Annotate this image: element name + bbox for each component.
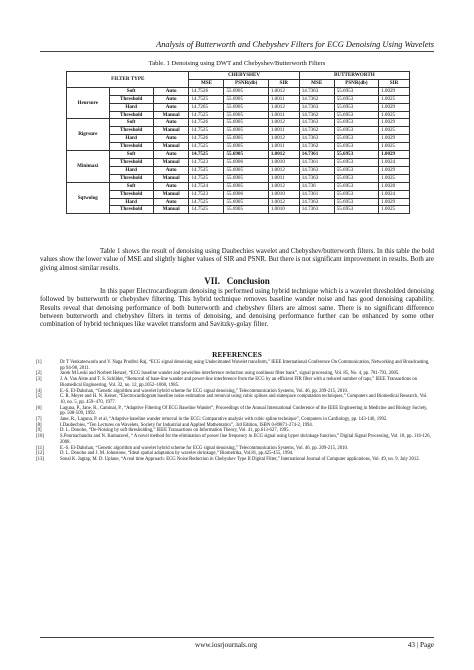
- value-cell: 14.7361: [299, 190, 334, 198]
- table-row: [67, 95, 410, 103]
- value-cell: 1.0024: [379, 190, 410, 198]
- mode-cell: Auto: [153, 182, 189, 190]
- mode-cell: Manual: [153, 111, 189, 119]
- mode-cell: Manual: [153, 127, 189, 135]
- value-cell: 14.7363: [299, 119, 334, 127]
- reference-item: [36, 394, 434, 405]
- threshold-type-cell: Hard: [109, 166, 153, 174]
- col-header-mse: MSE: [299, 79, 334, 87]
- value-cell: 1.0012: [268, 119, 299, 127]
- mode-cell: Auto: [153, 166, 189, 174]
- mode-cell: Auto: [153, 103, 189, 111]
- reference-number: [10]: [36, 434, 44, 440]
- reference-number: [5]: [36, 394, 42, 400]
- value-cell: 1.0012: [268, 166, 299, 174]
- value-cell: 14.7525: [189, 151, 224, 159]
- value-cell: 14.7523: [189, 158, 224, 166]
- value-cell: 55.6905: [224, 87, 268, 95]
- value-cell: 1.0010: [268, 158, 299, 166]
- value-cell: 55.6905: [224, 206, 268, 214]
- mode-cell: Auto: [153, 198, 189, 206]
- table-row: [67, 127, 410, 135]
- threshold-type-cell: Soft: [109, 119, 153, 127]
- technique-cell: Minimaxi: [67, 151, 110, 183]
- threshold-type-cell: Soft: [109, 151, 153, 159]
- value-cell: 14.7362: [299, 111, 334, 119]
- section-title: Conclusion: [226, 276, 270, 286]
- value-cell: 14.7363: [299, 135, 334, 143]
- value-cell: 14.7525: [189, 111, 224, 119]
- value-cell: 1.0029: [379, 103, 410, 111]
- threshold-type-cell: Threshold: [109, 174, 153, 182]
- value-cell: 1.0012: [268, 103, 299, 111]
- value-cell: 14.736: [299, 182, 334, 190]
- reference-item: [36, 360, 434, 371]
- value-cell: 14.7525: [189, 198, 224, 206]
- value-cell: 1.0011: [268, 174, 299, 182]
- value-cell: 14.7363: [299, 174, 334, 182]
- value-cell: 55.6905: [224, 166, 268, 174]
- value-cell: 1.0025: [379, 111, 410, 119]
- reference-text: C. R. Meyer and H. N. Keiser, “Electrocardiogram baseline noise estimation and removal using cubic splines and statespace computation techniques,” Computers and Biomedical Research, Vol. 10, no. 5, pp. 459–470, 1977.: [60, 394, 428, 405]
- reference-text: Jane, R., Laguna, P. et al, “Adaptive baseline wander removal in the ECG: Comparative analysis with cubic spline technique”, Computers in Cardiology, pp. 143-146, 1992.: [60, 417, 388, 423]
- value-cell: 14.7525: [189, 206, 224, 214]
- reference-text: D. L. Donoho, “De-Noising by soft thresholding,” IEEE Transactions on Information Theory, Vol. 41, pp.613-627, 1995.: [60, 428, 290, 434]
- reference-number: [2]: [36, 371, 42, 377]
- value-cell: 55.6953: [334, 143, 378, 151]
- value-cell: 14.7362: [299, 95, 334, 103]
- mode-cell: Auto: [153, 95, 189, 103]
- value-cell: 55.6905: [224, 111, 268, 119]
- value-cell: 14.7363: [299, 87, 334, 95]
- value-cell: 55.6953: [334, 103, 378, 111]
- mode-cell: Manual: [153, 158, 189, 166]
- reference-number: [13]: [36, 456, 44, 462]
- value-cell: 1.0011: [268, 111, 299, 119]
- value-cell: 1.0025: [379, 206, 410, 214]
- mode-cell: Auto: [153, 151, 189, 159]
- value-cell: 55.6953: [334, 198, 378, 206]
- value-cell: 55.6906: [224, 158, 268, 166]
- value-cell: 55.6953: [334, 151, 378, 159]
- table-row: [67, 166, 410, 174]
- value-cell: 14.7526: [189, 87, 224, 95]
- references-heading: REFERENCES: [212, 350, 262, 359]
- value-cell: 14.7362: [299, 127, 334, 135]
- filter-type-header: FILTER TYPE: [67, 72, 189, 88]
- value-cell: 14.7361: [299, 158, 334, 166]
- technique-cell: Rigrsure: [67, 119, 110, 151]
- value-cell: 1.0029: [379, 151, 410, 159]
- reference-number: [6]: [36, 405, 42, 411]
- value-cell: 1.0024: [379, 158, 410, 166]
- value-cell: 1.0029: [379, 135, 410, 143]
- page-number: 43 | Page: [407, 641, 434, 649]
- value-cell: 1.0029: [379, 198, 410, 206]
- threshold-type-cell: Threshold: [109, 95, 153, 103]
- col-header-sir: SIR: [379, 79, 410, 87]
- reference-text: E.-S. El-Dahshan, “Genetic algorithm and wavelet hybrid scheme for ECG signal denoising,” Telecommunication Systems, Vol. 46, pp. 209-215, 2010.: [60, 388, 349, 394]
- table-row: [67, 182, 410, 190]
- col-header-sir: SIR: [268, 79, 299, 87]
- technique-cell: Heursure: [67, 87, 110, 119]
- value-cell: 1.0012: [268, 87, 299, 95]
- table-row: [67, 135, 410, 143]
- table-row: [67, 190, 410, 198]
- value-cell: 1.0029: [379, 166, 410, 174]
- results-table: [66, 71, 410, 214]
- col-header-mse: MSE: [189, 79, 224, 87]
- col-header-psnr: PSNR(db): [224, 79, 268, 87]
- value-cell: 1.0012: [268, 182, 299, 190]
- reference-text: Sonal K. Jagtap, M. D. Uplane, “A real time Approach: ECG Noise Reduction in Chebyshev Type II Digital Filter,” International Journal of Computer applications, Vol. 49, no. 9, July 2012.: [60, 456, 420, 462]
- reference-text: I.Daubechies, “Ten Lectures on Wavelets, Society for Industrial and Applied Mathematics”, 3rd Edition, ISBN 0-89871-274-2, 1994.: [60, 422, 313, 428]
- threshold-type-cell: Threshold: [109, 111, 153, 119]
- value-cell: 1.0012: [268, 135, 299, 143]
- value-cell: 55.6905: [224, 151, 268, 159]
- reference-text: Dr T Venkateswarlu and V. Naga Prudhvi Raj, “ECG signal denoising using Undecimated Wavelet transform,” IEEE International Conference On Communication, Networking and Broadcasting, pp 94-98, 2011.: [60, 360, 430, 371]
- value-cell: 1.0012: [268, 198, 299, 206]
- reference-text: Jacek M Leski and Norbert Henzel, “ECG baseline wander and powerline interference reduction using nonlinear filter bank”, signal processing, Vol. 85, No. 4, pp. 781-793, 2005.: [60, 371, 400, 377]
- value-cell: 55.6953: [334, 111, 378, 119]
- reference-item: [36, 434, 434, 445]
- value-cell: 14.7525: [189, 174, 224, 182]
- value-cell: 14.7362: [299, 143, 334, 151]
- value-cell: 14.7525: [189, 143, 224, 151]
- value-cell: 55.6906: [224, 190, 268, 198]
- value-cell: 55.6953: [334, 174, 378, 182]
- value-cell: 1.0010: [268, 190, 299, 198]
- col-header-psnr: PSNR(db): [334, 79, 378, 87]
- threshold-type-cell: Threshold: [109, 127, 153, 135]
- value-cell: 1.0025: [379, 95, 410, 103]
- value-cell: 14.7363: [299, 166, 334, 174]
- value-cell: 1.0028: [379, 182, 410, 190]
- value-cell: 1.0010: [268, 206, 299, 214]
- value-cell: 55.6953: [334, 87, 378, 95]
- value-cell: 55.6953: [334, 158, 378, 166]
- value-cell: 55.6905: [224, 119, 268, 127]
- value-cell: 1.0011: [268, 127, 299, 135]
- value-cell: 1.0025: [379, 174, 410, 182]
- table-row: [67, 158, 410, 166]
- threshold-type-cell: Soft: [109, 182, 153, 190]
- reference-text: S.Poornachandra and N. Kumaravel, “ A novel method for the elimination of power line frequency in ECG signal using hyper shrinkage function,” Digital Signal Processing, Vol. 18, pp. 116-126, 2008.: [60, 434, 431, 445]
- technique-cell: Sqtwolog: [67, 182, 110, 214]
- mode-cell: Auto: [153, 87, 189, 95]
- value-cell: 55.6953: [334, 135, 378, 143]
- reference-number: [3]: [36, 377, 42, 383]
- value-cell: 1.0029: [379, 119, 410, 127]
- mode-cell: Auto: [153, 119, 189, 127]
- threshold-type-cell: Hard: [109, 103, 153, 111]
- value-cell: 1.0029: [379, 87, 410, 95]
- value-cell: 55.6953: [334, 190, 378, 198]
- threshold-type-cell: Hard: [109, 135, 153, 143]
- table-row: [67, 87, 410, 95]
- mode-cell: Manual: [153, 174, 189, 182]
- value-cell: 14.7265: [189, 103, 224, 111]
- references-list: [36, 360, 434, 463]
- running-head: Analysis of Butterworth and Chebyshev Filters for ECG Denoising Using Wavelets: [40, 40, 434, 52]
- value-cell: 14.7363: [299, 206, 334, 214]
- value-cell: 55.6905: [224, 182, 268, 190]
- table-row: [67, 111, 410, 119]
- mode-cell: Auto: [153, 135, 189, 143]
- journal-url: www.iosrjournals.org: [195, 641, 258, 649]
- value-cell: 55.6953: [334, 206, 378, 214]
- value-cell: 14.7361: [299, 151, 334, 159]
- reference-number: [12]: [36, 451, 44, 457]
- value-cell: 14.7363: [299, 198, 334, 206]
- reference-number: [4]: [36, 388, 42, 394]
- value-cell: 55.6953: [334, 95, 378, 103]
- value-cell: 55.6905: [224, 143, 268, 151]
- reference-text: Laguna, P., Jane, R., Caminal, P., “Adaptive Filtering Of ECG Baseline Wander”, Proceedings of the Annual International Conference of the IEEE Engineering in Medicine and Biology Society, pp. 508-509, 1992.: [60, 405, 428, 417]
- reference-text: E.-S. El-Dahshan, “Genetic algorithm and wavelet hybrid scheme for ECG signal denoising,” Telecommunication Systems, Vol. 46, pp. 209-215, 2010.: [60, 445, 349, 451]
- value-cell: 1.0011: [268, 95, 299, 103]
- table-row: [67, 119, 410, 127]
- reference-text: D. L. Donoho and J. M. Johnstone, “Ideal spatial adaptation by wavelet shrinkage,” Biometrika, Vol.81, pp.425-455, 1994.: [60, 451, 294, 457]
- value-cell: 55.6905: [224, 174, 268, 182]
- reference-item: [36, 377, 434, 388]
- results-paragraph: Table 1 shows the result of denoising using Daubechies wavelet and Chebyshev/butterworth filters. In this table the bold values show the lower value of MSE and slightly higher values of SIR and PSNR. But there is not significant improvement in results. Both are giving almost similar results.: [40, 248, 434, 272]
- reference-number: [1]: [36, 360, 42, 365]
- value-cell: 1.0011: [268, 143, 299, 151]
- table-row: [67, 151, 410, 159]
- reference-number: [11]: [36, 445, 44, 451]
- value-cell: 55.6905: [224, 127, 268, 135]
- value-cell: 14.7525: [189, 127, 224, 135]
- value-cell: 55.6953: [334, 166, 378, 174]
- table-row: [67, 198, 410, 206]
- threshold-type-cell: Threshold: [109, 143, 153, 151]
- value-cell: 55.6953: [334, 182, 378, 190]
- reference-number: [7]: [36, 417, 42, 423]
- value-cell: 55.6905: [224, 135, 268, 143]
- mode-cell: Manual: [153, 206, 189, 214]
- value-cell: 1.0025: [379, 143, 410, 151]
- table-row: [67, 174, 410, 182]
- value-cell: 55.6905: [224, 103, 268, 111]
- threshold-type-cell: Threshold: [109, 158, 153, 166]
- value-cell: 55.6953: [334, 127, 378, 135]
- conclusion-heading: [0, 276, 474, 286]
- chebyshev-header: CHEBYSHEV: [189, 72, 299, 80]
- reference-item: [36, 406, 434, 417]
- value-cell: 1.0025: [379, 127, 410, 135]
- threshold-type-cell: Threshold: [109, 190, 153, 198]
- threshold-type-cell: Threshold: [109, 206, 153, 214]
- mode-cell: Manual: [153, 190, 189, 198]
- threshold-type-cell: Hard: [109, 198, 153, 206]
- value-cell: 14.7523: [189, 190, 224, 198]
- table-row: [67, 206, 410, 214]
- value-cell: 14.7363: [299, 103, 334, 111]
- reference-number: [9]: [36, 428, 42, 434]
- reference-text: J. A. Van Alste and T. S. Schilder, “Removal of base-line wander and power-line interference from the ECG by an efficient FIR filter with a reduced number of taps,” IEEE Transactions on Biomedical Engineering, Vol. 32, no. 12, pp.1052–1060, 1985.: [60, 377, 417, 388]
- reference-item: [36, 457, 434, 463]
- section-number: VII.: [204, 276, 220, 286]
- reference-number: [8]: [36, 422, 42, 428]
- value-cell: 1.0012: [268, 151, 299, 159]
- butterworth-header: BUTTERWORTH: [299, 72, 409, 80]
- table-row: [67, 143, 410, 151]
- value-cell: 14.7524: [189, 182, 224, 190]
- table-caption: Table. 1 Denoising using DWT and Chebyshev/Butterworth Filters: [148, 60, 326, 67]
- value-cell: 55.6905: [224, 198, 268, 206]
- threshold-type-cell: Soft: [109, 87, 153, 95]
- table-row: [67, 103, 410, 111]
- conclusion-paragraph: In this paper Electrocardiogram denoising is performed using hybrid technique which is a wavelet thresholded denoising followed by butterworth or chebyshev filtering. This hybrid technique removes baseline wander noise and has good denoising capability. Results reveal that denoising performance of both butterworth and chebyshev filters are almost same. There is no significant difference between butterworth and chebyshev filters in terms of denoising, and denoising performance further can be enhanced by some other combination of hybrid techniques like wavelet transform and Savitzky-golay filter.: [40, 288, 434, 329]
- value-cell: 14.7526: [189, 135, 224, 143]
- value-cell: 55.6953: [334, 119, 378, 127]
- value-cell: 14.7525: [189, 95, 224, 103]
- value-cell: 14.7526: [189, 119, 224, 127]
- value-cell: 14.7525: [189, 166, 224, 174]
- mode-cell: Manual: [153, 143, 189, 151]
- value-cell: 55.6905: [224, 95, 268, 103]
- page-footer: [40, 637, 434, 649]
